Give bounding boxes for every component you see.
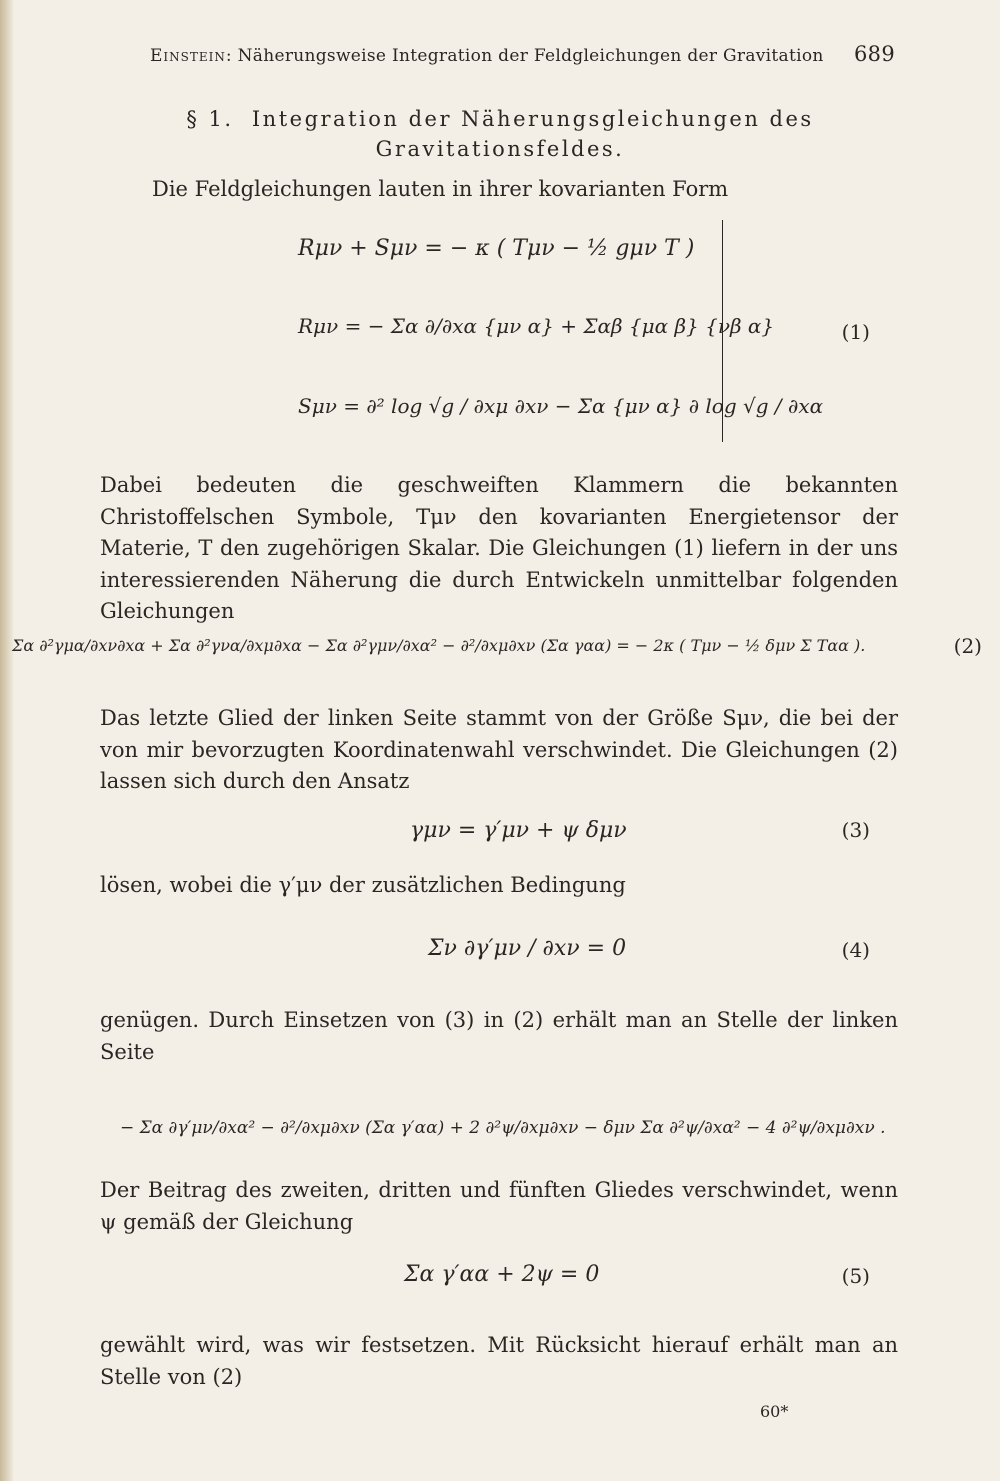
equation-5: Σα γ′αα + 2ψ = 0 (404, 1262, 600, 1287)
section-number: § 1. (186, 107, 234, 131)
paragraph-4: lösen, wobei die γ′μν der zusätzlichen Bedingung (100, 873, 626, 897)
equation-4: Σν ∂γ′μν / ∂xν = 0 (428, 936, 627, 961)
equation-1b: Rμν = − Σα ∂/∂xα {μν α} + Σαβ {μα β} {νβ α} (298, 314, 775, 338)
equation-unnumbered: − Σα ∂γ′μν/∂xα² − ∂²/∂xμ∂xν (Σα γ′αα) + 2 ∂²ψ/∂xμ∂xν − δμν Σα ∂²ψ/∂xα² − 4 ∂²ψ/∂xμ∂xν . (120, 1118, 886, 1138)
paragraph-2: Dabei bedeuten die geschweiften Klammern die bekannten Christoffelschen Symbole, Tμν den kovarianten Energietensor der Materie, T den zugehörigen Skalar. Die Gleichungen (1) liefern in der uns interessierenden Näherung die durch Entwickeln unmittelbar folgenden Gleichungen (100, 473, 898, 623)
signature-mark: 60* (760, 1402, 789, 1421)
section-title-line2: Gravitationsfeldes. (375, 137, 625, 161)
section-title-line1: Integration der Näherungsgleichungen des (251, 107, 814, 131)
equation-1c: Sμν = ∂² log √g / ∂xμ ∂xν − Σα {μν α} ∂ log √g / ∂xα (298, 394, 824, 418)
equation-2: Σα ∂²γμα/∂xν∂xα + Σα ∂²γνα/∂xμ∂xα − Σα ∂²γμν/∂xα² − ∂²/∂xμ∂xν (Σα γαα) = − 2κ ( Tμν − ½ δμν Σ Tαα ). (12, 636, 866, 655)
running-title (150, 46, 824, 66)
equation-system-brace (716, 220, 723, 442)
header-title: : Näherungsweise Integration der Feldgleichungen der Gravitation (225, 46, 824, 66)
equation-1a-lhs: Rμν + Sμν = − κ (298, 236, 490, 261)
equation-number-5: (5) (841, 1264, 870, 1288)
paragraph-5: genügen. Durch Einsetzen von (3) in (2) erhält man an Stelle der linken Seite (100, 1008, 898, 1064)
equation-3: γμν = γ′μν + ψ δμν (410, 818, 627, 843)
paragraph-6: Der Beitrag des zweiten, dritten und fünften Gliedes verschwindet, wenn ψ gemäß der Gleichung (100, 1178, 898, 1234)
paragraph-3: Das letzte Glied der linken Seite stammt von der Größe Sμν, die bei der von mir bevorzugten Koordinatenwahl verschwindet. Die Gleichungen (2) lassen sich durch den Ansatz (100, 706, 898, 793)
page-number: 689 (854, 42, 895, 66)
equation-number-2: (2) (953, 634, 982, 658)
equation-number-1: (1) (841, 320, 870, 344)
paragraph-7: gewählt wird, was wir festsetzen. Mit Rücksicht hierauf erhält man an Stelle von (2) (100, 1333, 898, 1389)
equation-number-4: (4) (841, 938, 870, 962)
equation-1a-rhs: ( Tμν − ½ gμν T ) (496, 236, 695, 261)
section-heading (100, 104, 900, 164)
header-author: Einstein (150, 46, 226, 66)
equation-1a (298, 236, 694, 261)
equation-number-3: (3) (841, 818, 870, 842)
paragraph-1: Die Feldgleichungen lauten in ihrer kovarianten Form (152, 177, 729, 201)
